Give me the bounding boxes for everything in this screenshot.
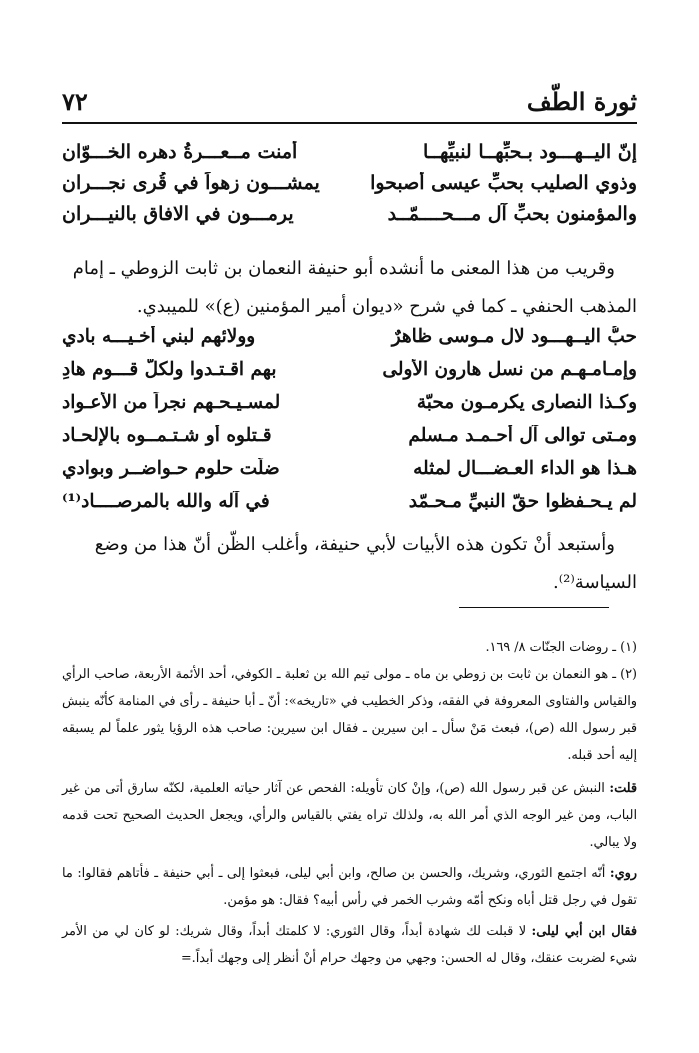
paragraph-line: المذهب الحنفي ـ كما في شرح «ديوان أمير المؤمنين (ع)» للميبدي. <box>136 296 637 317</box>
verse-row <box>62 320 637 353</box>
verse-first-hemistich: وكـذا النصارى يكرمـون محبّة <box>416 392 637 413</box>
verse-second-hemistich: وولائهم لبني أخـيـــه بادي <box>62 326 256 347</box>
paragraph-line: وأستبعد أنْ تكون هذه الأبيات لأبي حنيفة، وأغلب الظّن أنّ هذا من وضع <box>94 534 615 555</box>
last-text: لا قبلت لك شهادة أبداً، وقال الثوري: لا كلمتك أبداً، وقال شريك: لو كان لي من الأمر شيء لضربت عنقك، وقال له الحسن: وجهي من وجهك حرام أنْ أنظر إلى وجهك أبداً.= <box>62 924 637 966</box>
footnote-last <box>62 918 637 972</box>
paragraph-intro <box>62 250 637 326</box>
paragraph-line: وقريب من هذا المعنى ما أنشده أبو حنيفة النعمان بن ثابت الزوطي ـ إمام <box>72 258 615 279</box>
verse-row <box>62 386 637 419</box>
footnote-2: (٢) ـ هو النعمان بن ثابت بن زوطي بن ماه ـ مولى تيم الله بن ثعلبة ـ الكوفي، أحد الأئمة الأربعة، صاحب الرأي والقياس والفتاوى المعروفة في الفقه، وذكر الخطيب في «تاريخه»: أنّ ـ أبا حنيفة ـ رأى في المنامة كأنّه ينبش قبر رسول الله (ص)، فبعث مَنْ سأل ـ ابن سيرين ـ فقال ابن سيرين: صاحب هذه الرؤيا يثور علماً لم يسبقه إليه أحد قبله. <box>62 667 637 763</box>
paragraph-commentary <box>62 526 637 602</box>
verse-row <box>62 353 637 386</box>
footnotes <box>62 634 637 972</box>
ruwiya-text: أنّه اجتمع الثوري، وشريك، والحسن بن صالح، وابن أبي ليلى، فبعثوا إلى ـ أبي حنيفة ـ فأتاهم فقالوا: ما تقول في رجل قتل أباه ونكح أمّه وشرب الخمر في رأس أبيه؟ فقال: هو مؤمن. <box>62 866 637 908</box>
verse-row <box>62 167 637 198</box>
verse-second-hemistich: ضلّت حلوم حـواضــر وبوادي <box>62 458 280 479</box>
verse-second-hemistich: في آله والله بالمرصــــاد⁽¹⁾ <box>62 491 270 512</box>
footnote-ruwiya <box>62 860 637 914</box>
verse-first-hemistich: حبُّ اليــهـــود لال مـوسى ظاهرٌ <box>391 326 637 347</box>
verse-second-hemistich: أمنت مــعـــرةُ دهره الخـــوّان <box>62 140 298 163</box>
verse-row <box>62 485 637 518</box>
verse-first-hemistich: ومـتى توالى آل أحـمـد مـسلم <box>408 425 637 446</box>
ruwiya-label: روي: <box>609 866 637 881</box>
verse-second-hemistich: لمسـيـحـهم نجراً من الأعـواد <box>62 392 281 413</box>
verse-first-hemistich: هـذا هو الداء العـضـــال لمثله <box>413 458 637 479</box>
last-label: فقال ابن أبي ليلى: <box>531 924 637 939</box>
verse-second-hemistich: بهم اقـتـدوا ولكلّ قـــوم هادِ <box>62 359 277 380</box>
footnote-1: (١) ـ روضات الجنّات ٨/ ١٦٩. <box>485 640 637 655</box>
verse-second-hemistich: قـتلوه أو شـتـمــوه بالإلحـاد <box>62 425 272 446</box>
poem-block-2 <box>62 320 637 518</box>
footnote-separator <box>459 607 609 608</box>
qult-label: قلت: <box>609 781 637 796</box>
page-number: ٧٢ <box>62 87 88 116</box>
verse-first-hemistich: إنّ اليــهـــود بـحبِّهــا لنبيِّهــا <box>423 140 637 163</box>
verse-second-hemistich: يرمـــون في الافاق بالنيـــران <box>62 202 294 225</box>
verse-first-hemistich: وإمـامـهـم من نسل هارون الأولى <box>382 359 637 380</box>
verse-row <box>62 452 637 485</box>
verse-row <box>62 136 637 167</box>
qult-text: النبش عن قبر رسول الله (ص)، وإنْ كان تأويله: الفحص عن آثار حياته العلمية، لكنّه سارق أتى من غير الباب، ومن غير الوجه الذي أمر الله به، ولذلك تراه يفتي بالقياس والرأي، ويجعل الحديث الصحيح تحت قدمه ولا يبالي. <box>62 781 637 850</box>
verse-row <box>62 419 637 452</box>
paragraph-line: السياسة⁽²⁾. <box>553 572 637 593</box>
verse-first-hemistich: والمؤمنون بحبِّ آل مـــحــــمّــد <box>387 202 637 225</box>
page-header <box>62 82 637 124</box>
footnote-qult <box>62 775 637 856</box>
verse-second-hemistich: يمشـــون زهواً في قُرى نجـــران <box>62 171 320 194</box>
verse-first-hemistich: لم يـحـفظوا حقّ النبيِّ مـحـمّد <box>408 491 637 512</box>
verse-first-hemistich: وذوي الصليب بحبِّ عيسى أصبحوا <box>370 171 637 194</box>
poem-block-1 <box>62 136 637 229</box>
running-title: ثورة الطّف <box>526 87 637 116</box>
verse-row <box>62 198 637 229</box>
